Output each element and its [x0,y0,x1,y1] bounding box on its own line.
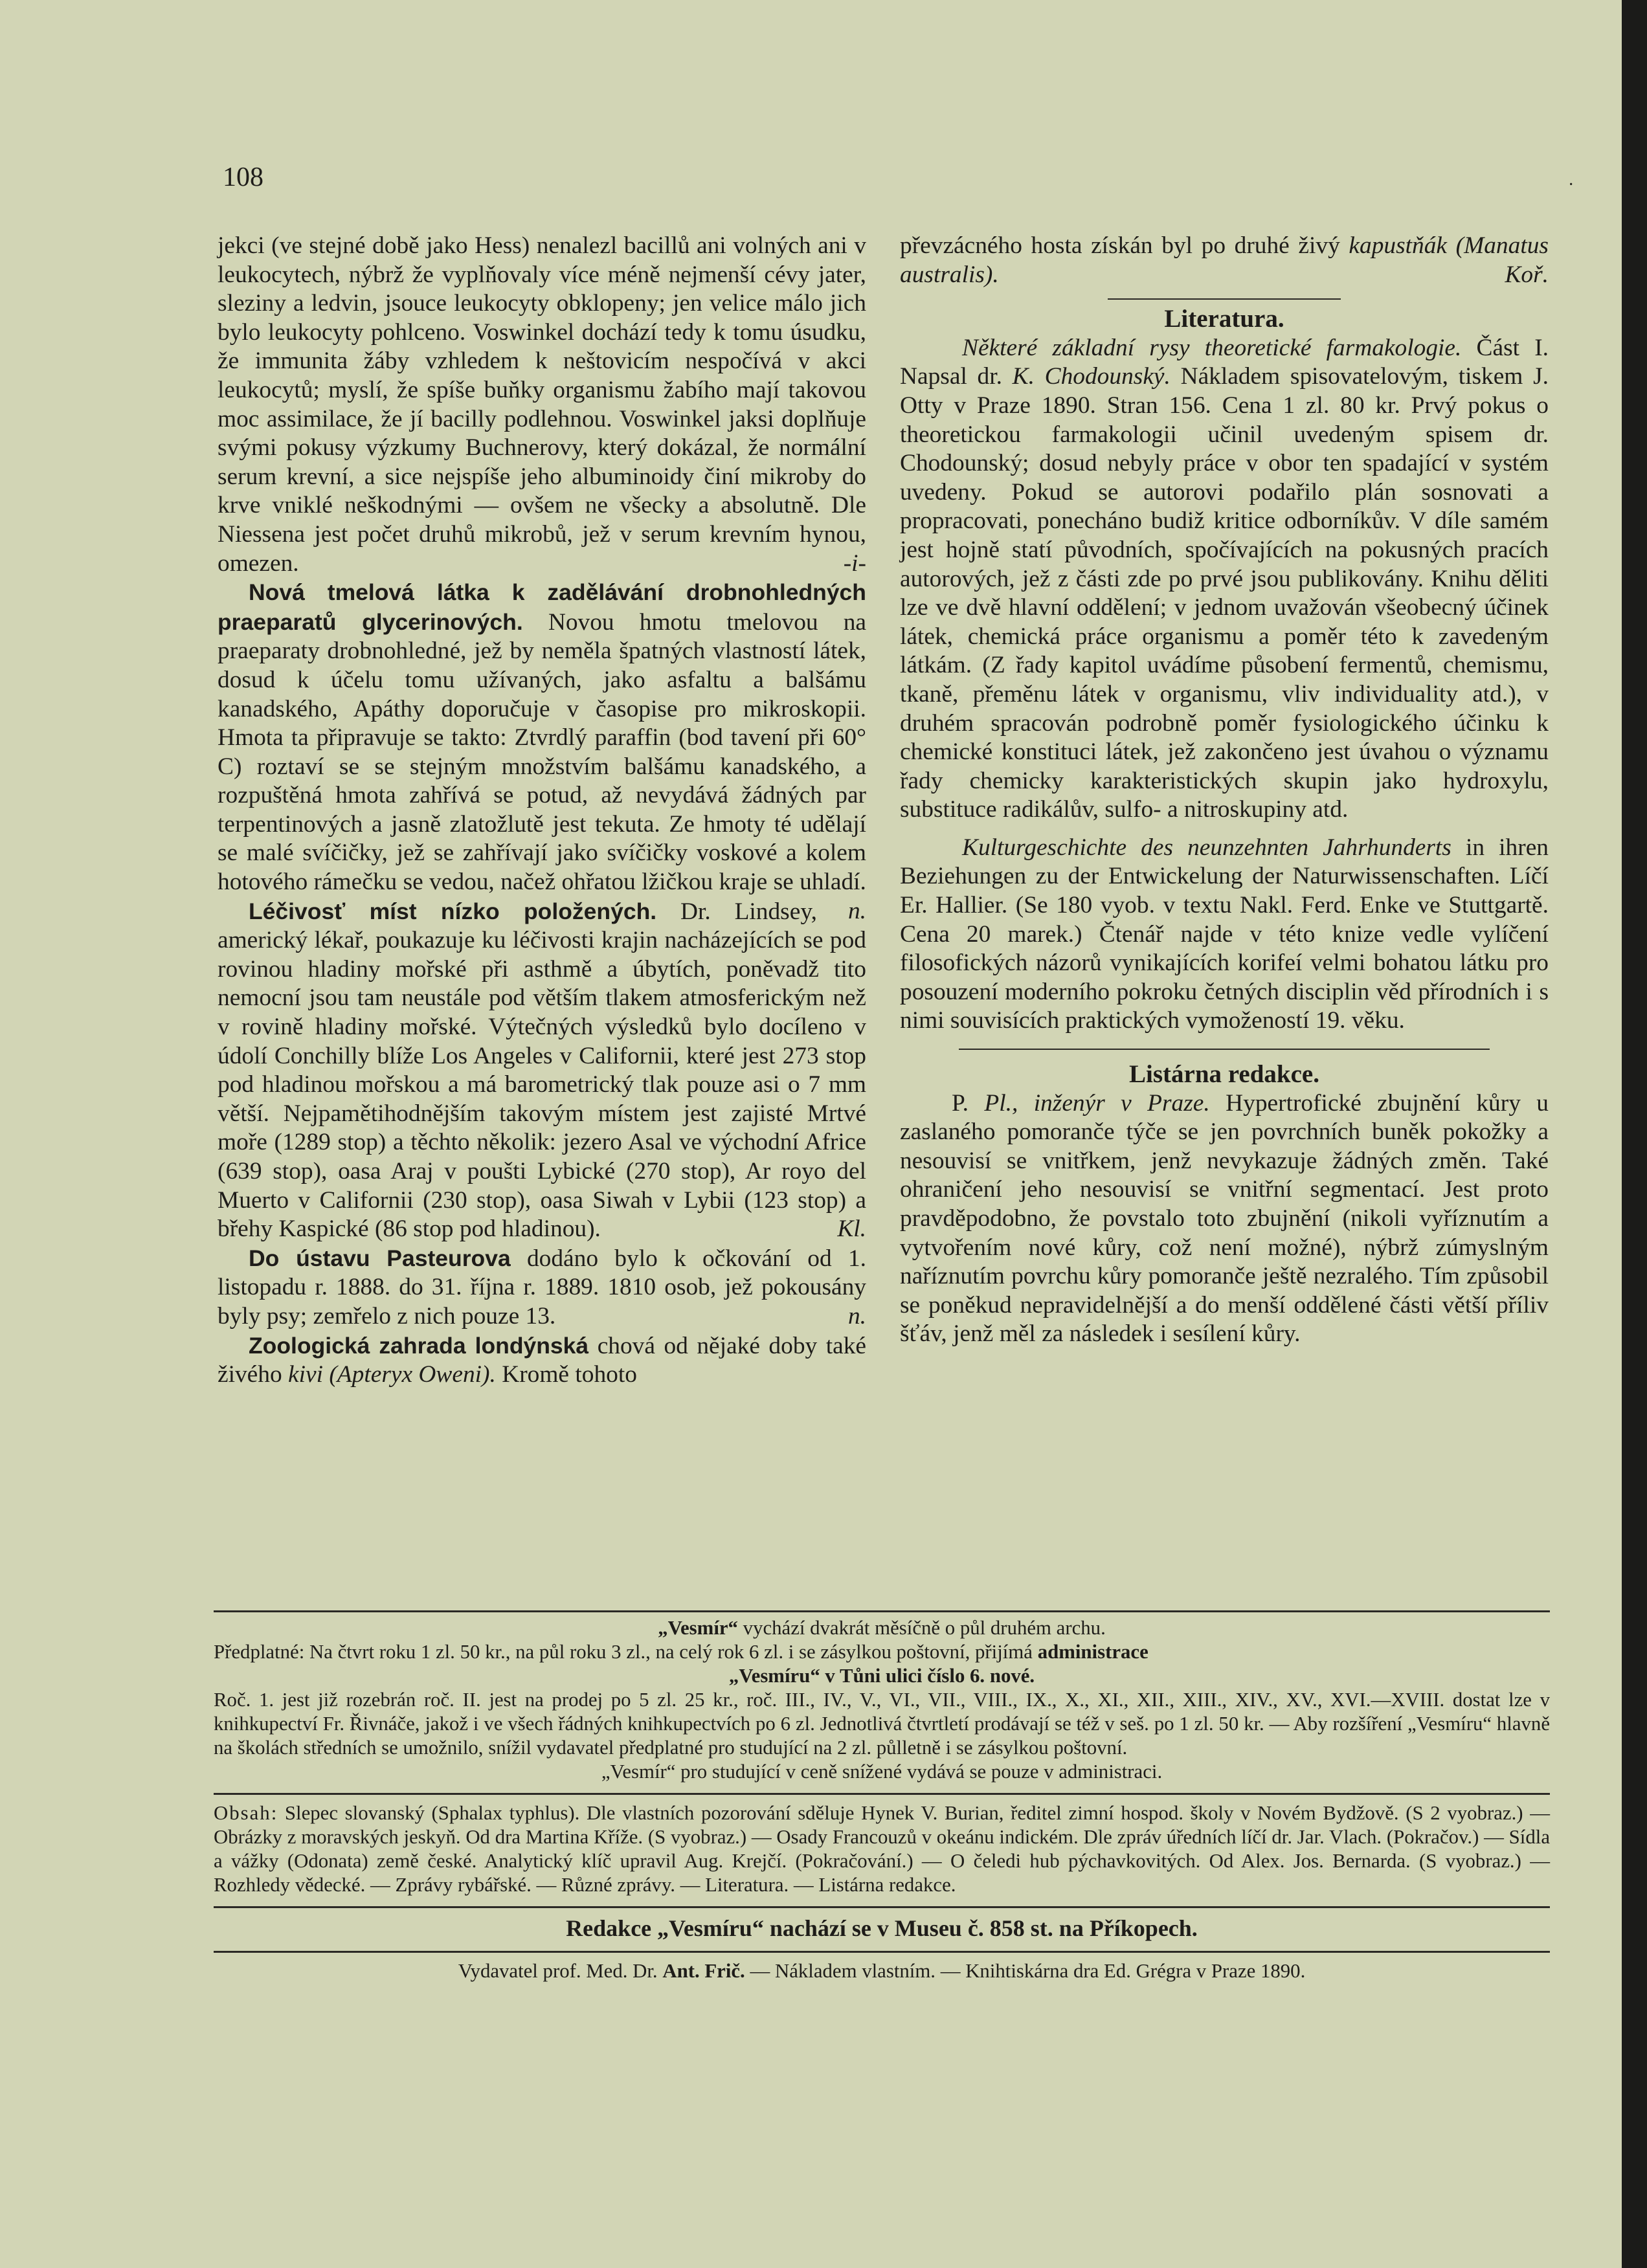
listarna-item [900,1089,1549,1349]
footer-students: „Vesmír“ pro studující v ceně snížené vydává se pouze v administraci. [601,1761,1163,1783]
literatura-item-1-title: Některé základní rysy theoretické farmakologie. [962,334,1462,361]
article-tmel-signature: n. [847,897,866,924]
left-column [218,232,866,1390]
footer-publisher [214,1959,1550,1983]
footer-vesmir: „Vesmír“ [658,1617,738,1639]
literatura-item-1-author: K. Chodounský. [1012,363,1171,390]
article-zoo [218,1331,866,1390]
article-voswinkel-signature: -i- [843,550,866,577]
article-pasteur-signature: n. [847,1302,866,1329]
scan-edge [1622,0,1647,2268]
listarna-item-initial: P. [952,1089,969,1117]
footer-address: „Vesmíru“ v Tůni ulici číslo 6. nové. [728,1665,1035,1687]
listarna-heading: Listárna redakce. [1129,1060,1319,1089]
spacer [900,825,1549,834]
right-column [900,232,1549,1349]
print-speck: · [1568,175,1574,195]
zoo-cont-signature: Koř. [1505,261,1549,288]
section-divider [1108,298,1341,300]
listarna-item-text: Hypertrofické zbujnění kůry u zaslaného pomoranče týče se jen povrchních buněk pokožky a nesouvisí se vnitřkem, jenž nevykazuje žádných změn. Také ohraničení jeho nesouvisí se vnitřní segmentací. Jest proto pravděpodobno, že povstalo toto zbujnění (nikoli vyříznutím a vytvořením nové kůry, což není možné), nýbrž zúmyslným naříznutím povrchu kůry pomoranče ještě nezralého. Tím způsobil se poněkud nepravidelnější a do menší oddělené části větší příliv šťáv, jenž měl za následek i sesílení kůry. [900,1089,1549,1348]
footer-frequency-text: vychází dvakrát měsíčně o půl druhém archu. [743,1617,1106,1639]
article-lecivost-signature: Kl. [837,1216,866,1243]
article-tmel-text: Novou hmotu tmelovou na praeparaty drobnohledné, jež by neměla špatných vlastností látek, dosud k účelu tomu užívaných, jako asfaltu a balšámu kanadského, Apáthy doporučuje v časopise pro mikroskopii. Hmota ta připravuje se takto: Ztvrdlý paraffin (bod tavení při 60° C) roztaví se se stejným množstvím balšámu kanadského, a rozpuštěná hmota zahřívá se potud, až nevydává žádných par terpentinových a jasně zlatožlutě jest tekuta. Ze hmoty té udělají se malé svíčičky, jež se zahřívají jako svíčičky voskové a kolem hotového rámečku se vedou, načež ohřatou lžičkou kraje se uhladí. [218,608,866,896]
footer-redakce: Redakce „Vesmíru“ nachází se v Museu č. 858 st. na Příkopech. [566,1915,1198,1941]
footer-back-issues: Roč. 1. jest již rozebrán roč. II. jest na prodej po 5 zl. 25 kr., roč. III., IV., V., VI., VII., VIII., IX., X., XI., XII., XIII., XIV., XV., XVI.—XVIII. dostat lze v knihkupectví Fr. Řivnáče, jakož i ve všech řádných knihkupectvích po 6 zl. Jednotlivá čtvrtletí prodávají se též v seš. po 1 zl. 50 kr. — Aby rozšíření „Vesmíru“ hlavně na školách středních se umožnilo, snížil vydavatel předplatné pro studující na 2 zl. půlletně i se zásylkou poštovní. [214,1689,1550,1759]
obsah-text: Slepec slovanský (Sphalax typhlus). Dle vlastních pozorování sděluje Hynek V. Burian, ředitel zimní hospod. školy v Novém Bydžově. (S 2 vyobraz.) — Obrázky z moravských jeskyň. Od dra Martina Kříže. (S vyobraz.) — Osady Francouzů v okeánu indickém. Dle zpráv úředních líčí dr. Jar. Vlach. (Pokračov.) — Sídla a vážky (Odonata) země české. Analytický klíč upravil Aug. Krejčí. (Pokračování.) — O čeledi hub pýchavkovitých. Od Alex. Jos. Bernarda. (S vyobraz.) — Rozhledy vědecké. — Zprávy rybářské. — Různé zprávy. — Literatura. — Listárna redakce. [214,1802,1550,1896]
footer-publisher-b: — Nákladem vlastním. — Knihtiskárna dra Ed. Grégra v Praze 1890. [750,1960,1306,1982]
article-zoo-continued [900,232,1549,289]
zoo-cont-kapustnak: kapustňák [1349,232,1448,259]
article-tmel-heading: Nová tmelová látka k zadělávání drobnohledných praeparatů glycerinových. [218,579,866,635]
literatura-item-2-title: Kulturgeschichte des neunzehnten Jahrhunderts [962,834,1451,861]
article-zoo-kivi: kivi [288,1361,323,1388]
article-lecivost-heading: Léčivosť míst nízko položených. [249,898,657,924]
table-of-contents [214,1801,1550,1897]
obsah-label: Obsah: [214,1802,278,1824]
literatura-item-2 [900,834,1549,1036]
article-zoo-apteryx: (Apteryx Oweni). [329,1361,496,1388]
article-voswinkel-text: jekci (ve stejné době jako Hess) nenalezl bacillů ani volných ani v leukocytech, nýbrž že vyplňovaly více méně nejmenší cévy jater, sleziny a ledvin, jsouce leukocyty obklopeny; jen velice málo jich bylo leukocyty pohlceno. Voswinkel dochází tedy k tomu úsudku, že immunita žáby vzhledem k neštovicím nespočívá v akci leukocytů; myslí, že spíše buňky organismu žabího mají takovou moc assimilace, že jí bacilly podlehnou. Voswinkel jaksi doplňuje svými pokusy výzkumy Buchnerovy, který dokázal, že normální serum krevní, a sice nejspíše jeho albuminoidy činí mikroby do krve vniklé neškodnými — ovšem ne všecky a absolutně. Dle Niessena jest počet druhů mikrobů, jež v serum krevním hynou, omezen. [218,232,866,577]
page-footer [214,1610,1550,1983]
footer-subscription-label: Předplatné: [214,1641,305,1663]
article-lecivost-text: Dr. Lindsey, americký lékař, poukazuje ku léčivosti krajin nacházejících se pod rovinou hladiny mořské při asthmě a úbytích, poněvadž tito nemocní jsou tam neustále pod větším tlakem atmosferickým než v rovině hladiny mořské. Výtečných výsledků bylo docíleno v údolí Conchilly blíže Los Angeles v Californii, které jest 273 stop pod hladinou mořskou a má barometrický tlak pouze asi o 7 mm větší. Nejpamětihodnějším takovým místem jest zajisté Mrtvé moře (1289 stop) a těchto několik: jezero Asal ve východní Africe (639 stop), oasa Araj v poušti Lybické (270 stop), Ar royo del Muerto v Californii (230 stop), oasa Siwah v Lybii (123 stop) a břehy Kaspické (86 stop pod hladinou). [218,898,866,1243]
footer-publisher-name: Ant. Frič. [662,1960,745,1982]
footer-publisher-rule [214,1951,1550,1953]
listarna-item-addressee: Pl., inženýr v Praze. [984,1089,1210,1117]
literatura-heading: Literatura. [1164,305,1284,333]
zoo-cont-manatus: (Manatus australis). [900,232,1549,288]
literatura-item-1-text-b: Nákladem spisovatelovým, tiskem J. Otty v Praze 1890. Stran 156. Cena 1 zl. 80 kr. Prvý pokus o theoretickou farmakologii učinil uvedeným spisem dr. Chodounský; dosud nebyly práce v obor ten spadající v systém uvedeny. Pokud se autorovi podařilo plán sosnovati a propracovati, ponecháno budiž kritice odborníkův. V díle samém jest hojně statí původních, spočívajících na pokusných pracích autorových, jež z části zde po prvé jsou publikovány. Knihu děliti lze ve dvě hlavní oddělení; v jednom uvažován všeobecný účinek látek, chemická práce organismu a poměr této k zavedeným látkám. (Z řady kapitol uvádíme působení fermentů, chemismu, tkaně, přeměnu látek v organismu, vliv individuality atd.), v druhém spracován podrobně poměr fysiologického účinku k chemické konstituci látek, jež zakončeno jest úvahou o významu řady chemicky karakteristických skupin jako hydroxylu, substituce radikálův, sulfo- a nitroskupiny atd. [900,363,1549,823]
footer-frequency [214,1616,1550,1640]
page-number: 108 [223,162,263,192]
literatura-item-2-text: in ihren Beziehungen zu der Entwickelung der Naturwissenschaften. Líčí Er. Hallier. (Se 180 vyob. v textu Nakl. Ferd. Enke ve Stuttgartě. Cena 20 marek.) Čtenář najde v této knize vedle vylíčení filosofických názorů vynikajících korifeí velmi bohatou látku pro posouzení moderního pokroku četných disciplin věd přírodních i s nimi souvisících praktických vymožeností 19. věku. [900,834,1549,1034]
literatura-item-1-text-a: Část I. Napsal dr. [900,334,1549,390]
article-pasteur-heading: Do ústavu Pasteurova [249,1245,511,1271]
article-zoo-heading: Zoologická zahrada londýnská [249,1332,589,1359]
zoo-cont-text: převzácného hosta získán byl po druhé živý [900,232,1340,259]
footer-subscription-text: Na čtvrt roku 1 zl. 50 kr., na půl roku 3 zl., na celý rok 6 zl. i se zásylkou poštovní, přijímá [309,1641,1033,1663]
footer-publisher-a: Vydavatel prof. Med. Dr. [458,1960,658,1982]
article-pasteur [218,1244,866,1331]
article-zoo-text-b: Kromě tohoto [502,1361,637,1388]
literatura-item-1 [900,334,1549,825]
section-divider-listarna [959,1049,1490,1050]
footer-top-rule [214,1610,1550,1612]
article-lecivost [218,897,866,1244]
footer-obsah-rule [214,1793,1550,1795]
article-pasteur-text: dodáno bylo k očkování od 1. listopadu r. 1888. do 31. října r. 1889. 1810 osob, jež pokousány byly psy; zemřelo z nich pouze 13. [218,1245,866,1329]
footer-redakce-rule [214,1906,1550,1908]
article-zoo-text-a: chová od nějaké doby také živého [218,1332,866,1388]
article-voswinkel [218,232,866,578]
footer-subscription [214,1640,1550,1664]
footer-administrace: administrace [1037,1641,1148,1663]
